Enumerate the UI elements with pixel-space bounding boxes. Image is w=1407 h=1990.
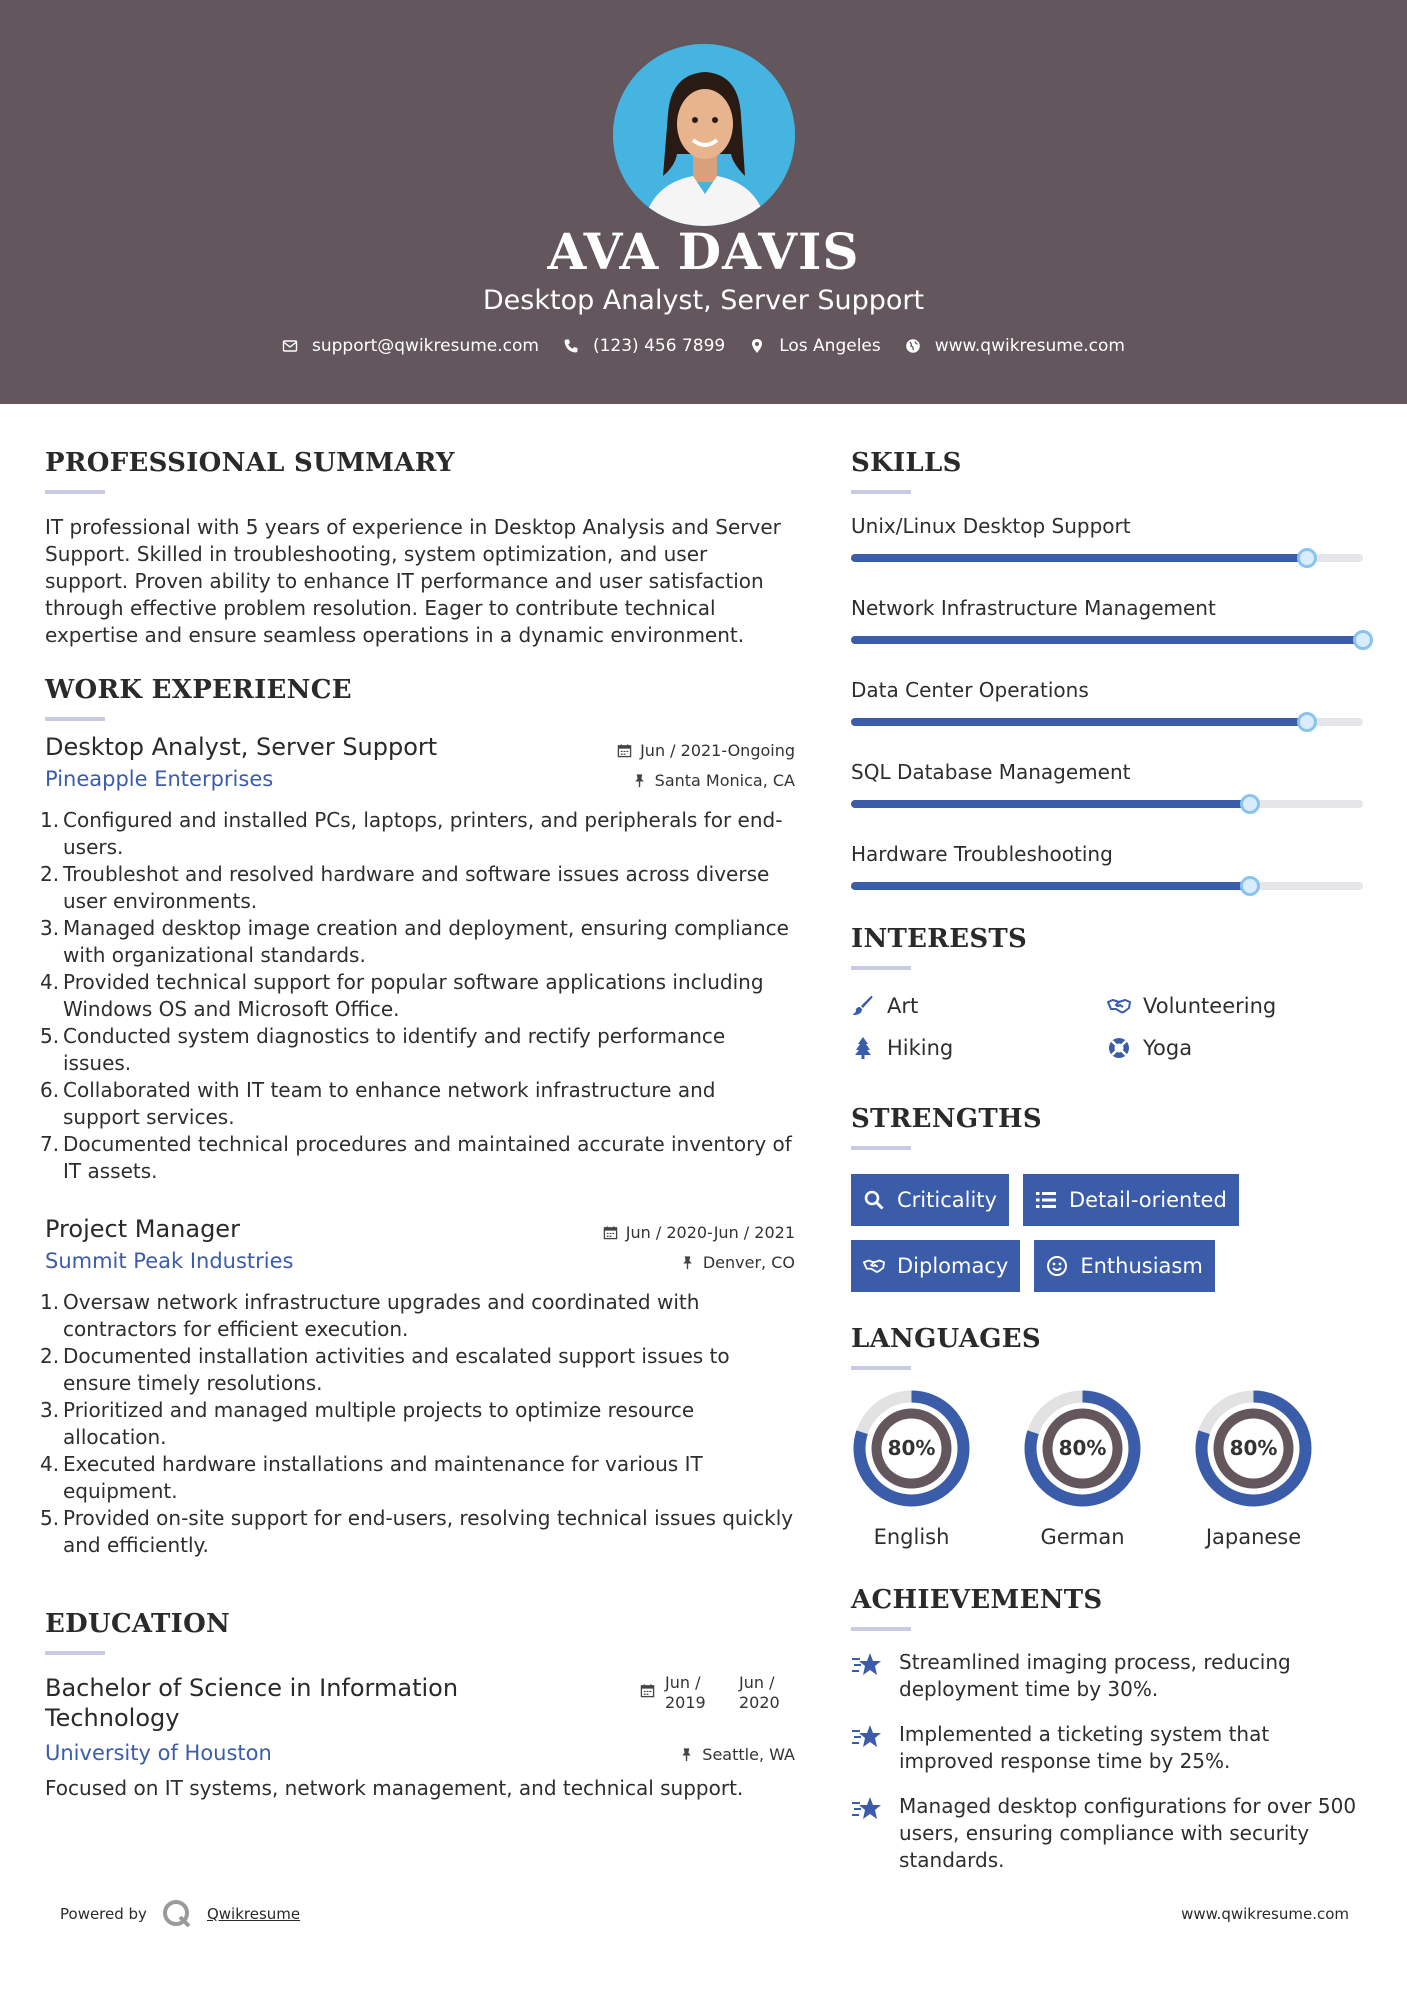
interest-label: Hiking [887,1036,954,1060]
duty-list [40,807,795,1185]
job-date-text: Jun / 2021-Ongoing [640,741,795,760]
skill-item [851,514,1366,562]
star-icon [851,1649,883,1703]
skill-bar-knob [1240,876,1260,896]
education-date-start: Jun / 2019 [665,1673,706,1712]
calendar-icon [603,1225,618,1240]
education-date [640,1673,795,1713]
list-item: 3. Prioritized and managed multiple projects to optimize resource allocation. [40,1398,695,1449]
interest-item [1107,994,1363,1018]
language-ring [851,1388,972,1509]
skill-name: Network Infrastructure Management [851,596,1216,620]
job-location [632,771,795,790]
skill-bar [851,554,1363,562]
section-divider [851,1146,911,1150]
pushpin-icon [632,773,647,788]
skill-bar-knob [1240,794,1260,814]
language-name: German [1040,1525,1125,1549]
skill-name: Data Center Operations [851,678,1089,702]
sidebar-column [851,404,1366,1874]
handshake-icon [1107,994,1131,1018]
strength-badge [851,1240,1020,1292]
section-divider [851,490,911,494]
achievement-item [851,1721,1366,1775]
education-location [679,1745,795,1764]
candidate-title: Desktop Analyst, Server Support [482,285,925,316]
language-item [1193,1388,1314,1549]
company-name: Pineapple Enterprises [45,767,274,791]
achievements-heading: ACHIEVEMENTS [851,1585,1103,1615]
star-icon [851,1793,883,1874]
achievement-item [851,1649,1366,1703]
list-item: 7. Documented technical procedures and maintained accurate inventory of IT assets. [40,1132,792,1183]
section-divider [851,966,911,970]
envelope-icon [282,338,298,354]
achievement-text: Implemented a ticketing system that improved response time by 25%. [899,1722,1270,1773]
brand-link[interactable]: Qwikresume [206,1905,301,1923]
experience-heading: WORK EXPERIENCE [45,675,352,705]
education-date-end: Jun / 2020 [739,1673,780,1712]
section-divider [45,717,105,721]
resume-header [0,0,1407,404]
skill-bar-fill [851,718,1307,726]
list-item: 6. Collaborated with IT team to enhance network infrastructure and support services. [40,1078,716,1129]
list-item: 3. Managed desktop image creation and deployment, ensuring compliance with organizational standards. [40,916,789,967]
pushpin-icon [679,1747,694,1762]
contact-bar [0,336,1407,356]
job-date [617,741,795,760]
strength-label: Criticality [897,1188,997,1212]
skill-bar-fill [851,882,1250,890]
interest-label: Art [887,994,919,1018]
interest-item [851,994,1107,1018]
calendar-icon [617,743,632,758]
language-percent: 80% [887,1436,936,1460]
language-name: Japanese [1205,1525,1302,1549]
strengths-section [851,1104,1366,1292]
section-divider [45,490,105,494]
contact-email[interactable] [282,336,539,356]
main-column [40,404,795,1802]
experience-section [40,675,795,1559]
interest-label: Yoga [1143,1036,1193,1060]
skill-bar-knob [1297,548,1317,568]
job-location-text: Santa Monica, CA [654,771,795,790]
section-divider [851,1627,911,1631]
languages-section [851,1324,1366,1549]
list-item: 4. Executed hardware installations and maintenance for various IT equipment. [40,1452,703,1503]
strength-badge [1034,1240,1214,1292]
interest-item [1107,1036,1363,1060]
contact-phone[interactable] [563,336,725,356]
language-percent: 80% [1229,1436,1278,1460]
section-divider [45,1651,105,1655]
phone-text: (123) 456 7899 [592,336,726,356]
interests-section [851,924,1366,1060]
list-item: 2. Documented installation activities and escalated support issues to ensure timely resolutions. [40,1344,730,1395]
language-ring [1193,1388,1314,1509]
achievement-text: Managed desktop configurations for over 500 users, ensuring compliance with security standards. [899,1794,1357,1872]
interest-item [851,1036,1107,1060]
company-name: Summit Peak Industries [45,1249,294,1273]
skills-section [851,448,1366,890]
achievements-section [851,1585,1366,1874]
footer-branding [60,1898,300,1930]
skill-bar-knob [1353,630,1373,650]
skill-name: Hardware Troubleshooting [851,842,1113,866]
interest-label: Volunteering [1143,994,1277,1018]
powered-by-text: Powered by [60,1905,147,1923]
strength-label: Diplomacy [897,1254,1009,1278]
skill-item [851,678,1366,726]
contact-location [749,336,881,356]
phone-icon [563,338,579,354]
job-location [680,1253,795,1272]
skill-item [851,760,1366,808]
strength-label: Enthusiasm [1080,1254,1203,1278]
language-percent: 80% [1058,1436,1107,1460]
skills-list [851,514,1366,890]
job-entry [40,733,795,1185]
skill-bar-fill [851,636,1363,644]
profile-photo [613,44,795,226]
interests-heading: INTERESTS [851,924,1028,954]
skill-name: SQL Database Management [851,760,1131,784]
education-heading: EDUCATION [45,1609,231,1639]
footer-website[interactable]: www.qwikresume.com [1181,1905,1349,1923]
school-name: University of Houston [45,1741,272,1765]
email-text: support@qwikresume.com [312,336,539,356]
interests-grid [851,994,1366,1060]
job-date-text: Jun / 2020-Jun / 2021 [625,1223,795,1242]
contact-website[interactable] [905,336,1125,356]
website-text: www.qwikresume.com [934,336,1125,356]
summary-heading: PROFESSIONAL SUMMARY [45,448,455,478]
list-icon [1035,1189,1057,1211]
list-item: 1. Configured and installed PCs, laptops, printers, and peripherals for end-users. [40,808,783,859]
handshake-icon [863,1255,885,1277]
lifebuoy-icon [1107,1036,1131,1060]
skill-item [851,842,1366,890]
strengths-heading: STRENGTHS [851,1104,1042,1134]
globe-icon [905,338,921,354]
language-item [1022,1388,1143,1549]
education-location-text: Seattle, WA [702,1745,795,1764]
summary-text: IT professional with 5 years of experience in Desktop Analysis and Server Support. Skilled in troubleshooting, system optimization, and user support. Proven ability to enhance IT performance and user satisfaction through effective problem resolution. Eager to contribute technical expertise and ensure seamless operations in a dynamic environment. [45,515,781,647]
search-icon [863,1189,885,1211]
skills-heading: SKILLS [851,448,962,478]
smile-icon [1046,1255,1068,1277]
strengths-list [851,1174,1366,1292]
skill-bar [851,800,1363,808]
star-icon [851,1721,883,1775]
skill-bar-knob [1297,712,1317,732]
skill-name: Unix/Linux Desktop Support [851,514,1131,538]
duty-list [40,1289,795,1559]
skill-bar [851,882,1363,890]
education-description: Focused on IT systems, network management, and technical support. [45,1776,744,1800]
achievement-text: Streamlined imaging process, reducing deployment time by 30%. [899,1650,1291,1701]
skill-bar-fill [851,800,1250,808]
list-item: 2. Troubleshot and resolved hardware and software issues across diverse user environments. [40,862,770,913]
education-section [45,1609,795,1802]
section-divider [851,1366,911,1370]
list-item: 4. Provided technical support for popular software applications including Windows OS and Microsoft Office. [40,970,764,1021]
job-entry [40,1215,795,1559]
job-location-text: Denver, CO [702,1253,795,1272]
job-title: Project Manager [45,1215,240,1243]
strength-badge [851,1174,1009,1226]
list-item: 1. Oversaw network infrastructure upgrades and coordinated with contractors for efficient execution. [40,1290,700,1341]
list-item: 5. Conducted system diagnostics to identify and rectify performance issues. [40,1024,726,1075]
calendar-icon [640,1683,655,1698]
language-item [851,1388,972,1549]
language-name: English [873,1525,950,1549]
job-title: Desktop Analyst, Server Support [45,733,438,761]
language-ring [1022,1388,1143,1509]
pushpin-icon [680,1255,695,1270]
languages-list [851,1388,1366,1549]
skill-bar [851,636,1363,644]
qwikresume-logo-icon [161,1898,193,1930]
strength-badge [1023,1174,1239,1226]
languages-heading: LANGUAGES [851,1324,1041,1354]
skill-item [851,596,1366,644]
paintbrush-icon [851,994,875,1018]
job-date [603,1223,795,1242]
summary-section [45,448,795,649]
location-text: Los Angeles [779,336,881,356]
achievement-item [851,1793,1366,1874]
list-item: 5. Provided on-site support for end-users, resolving technical issues quickly and efficiently. [40,1506,794,1557]
skill-bar-fill [851,554,1307,562]
degree-title: Bachelor of Science in Information Technology [45,1674,459,1732]
skill-bar [851,718,1363,726]
candidate-name: AVA DAVIS [547,222,860,281]
map-marker-icon [749,338,765,354]
tree-icon [851,1036,875,1060]
strength-label: Detail-oriented [1068,1188,1227,1212]
